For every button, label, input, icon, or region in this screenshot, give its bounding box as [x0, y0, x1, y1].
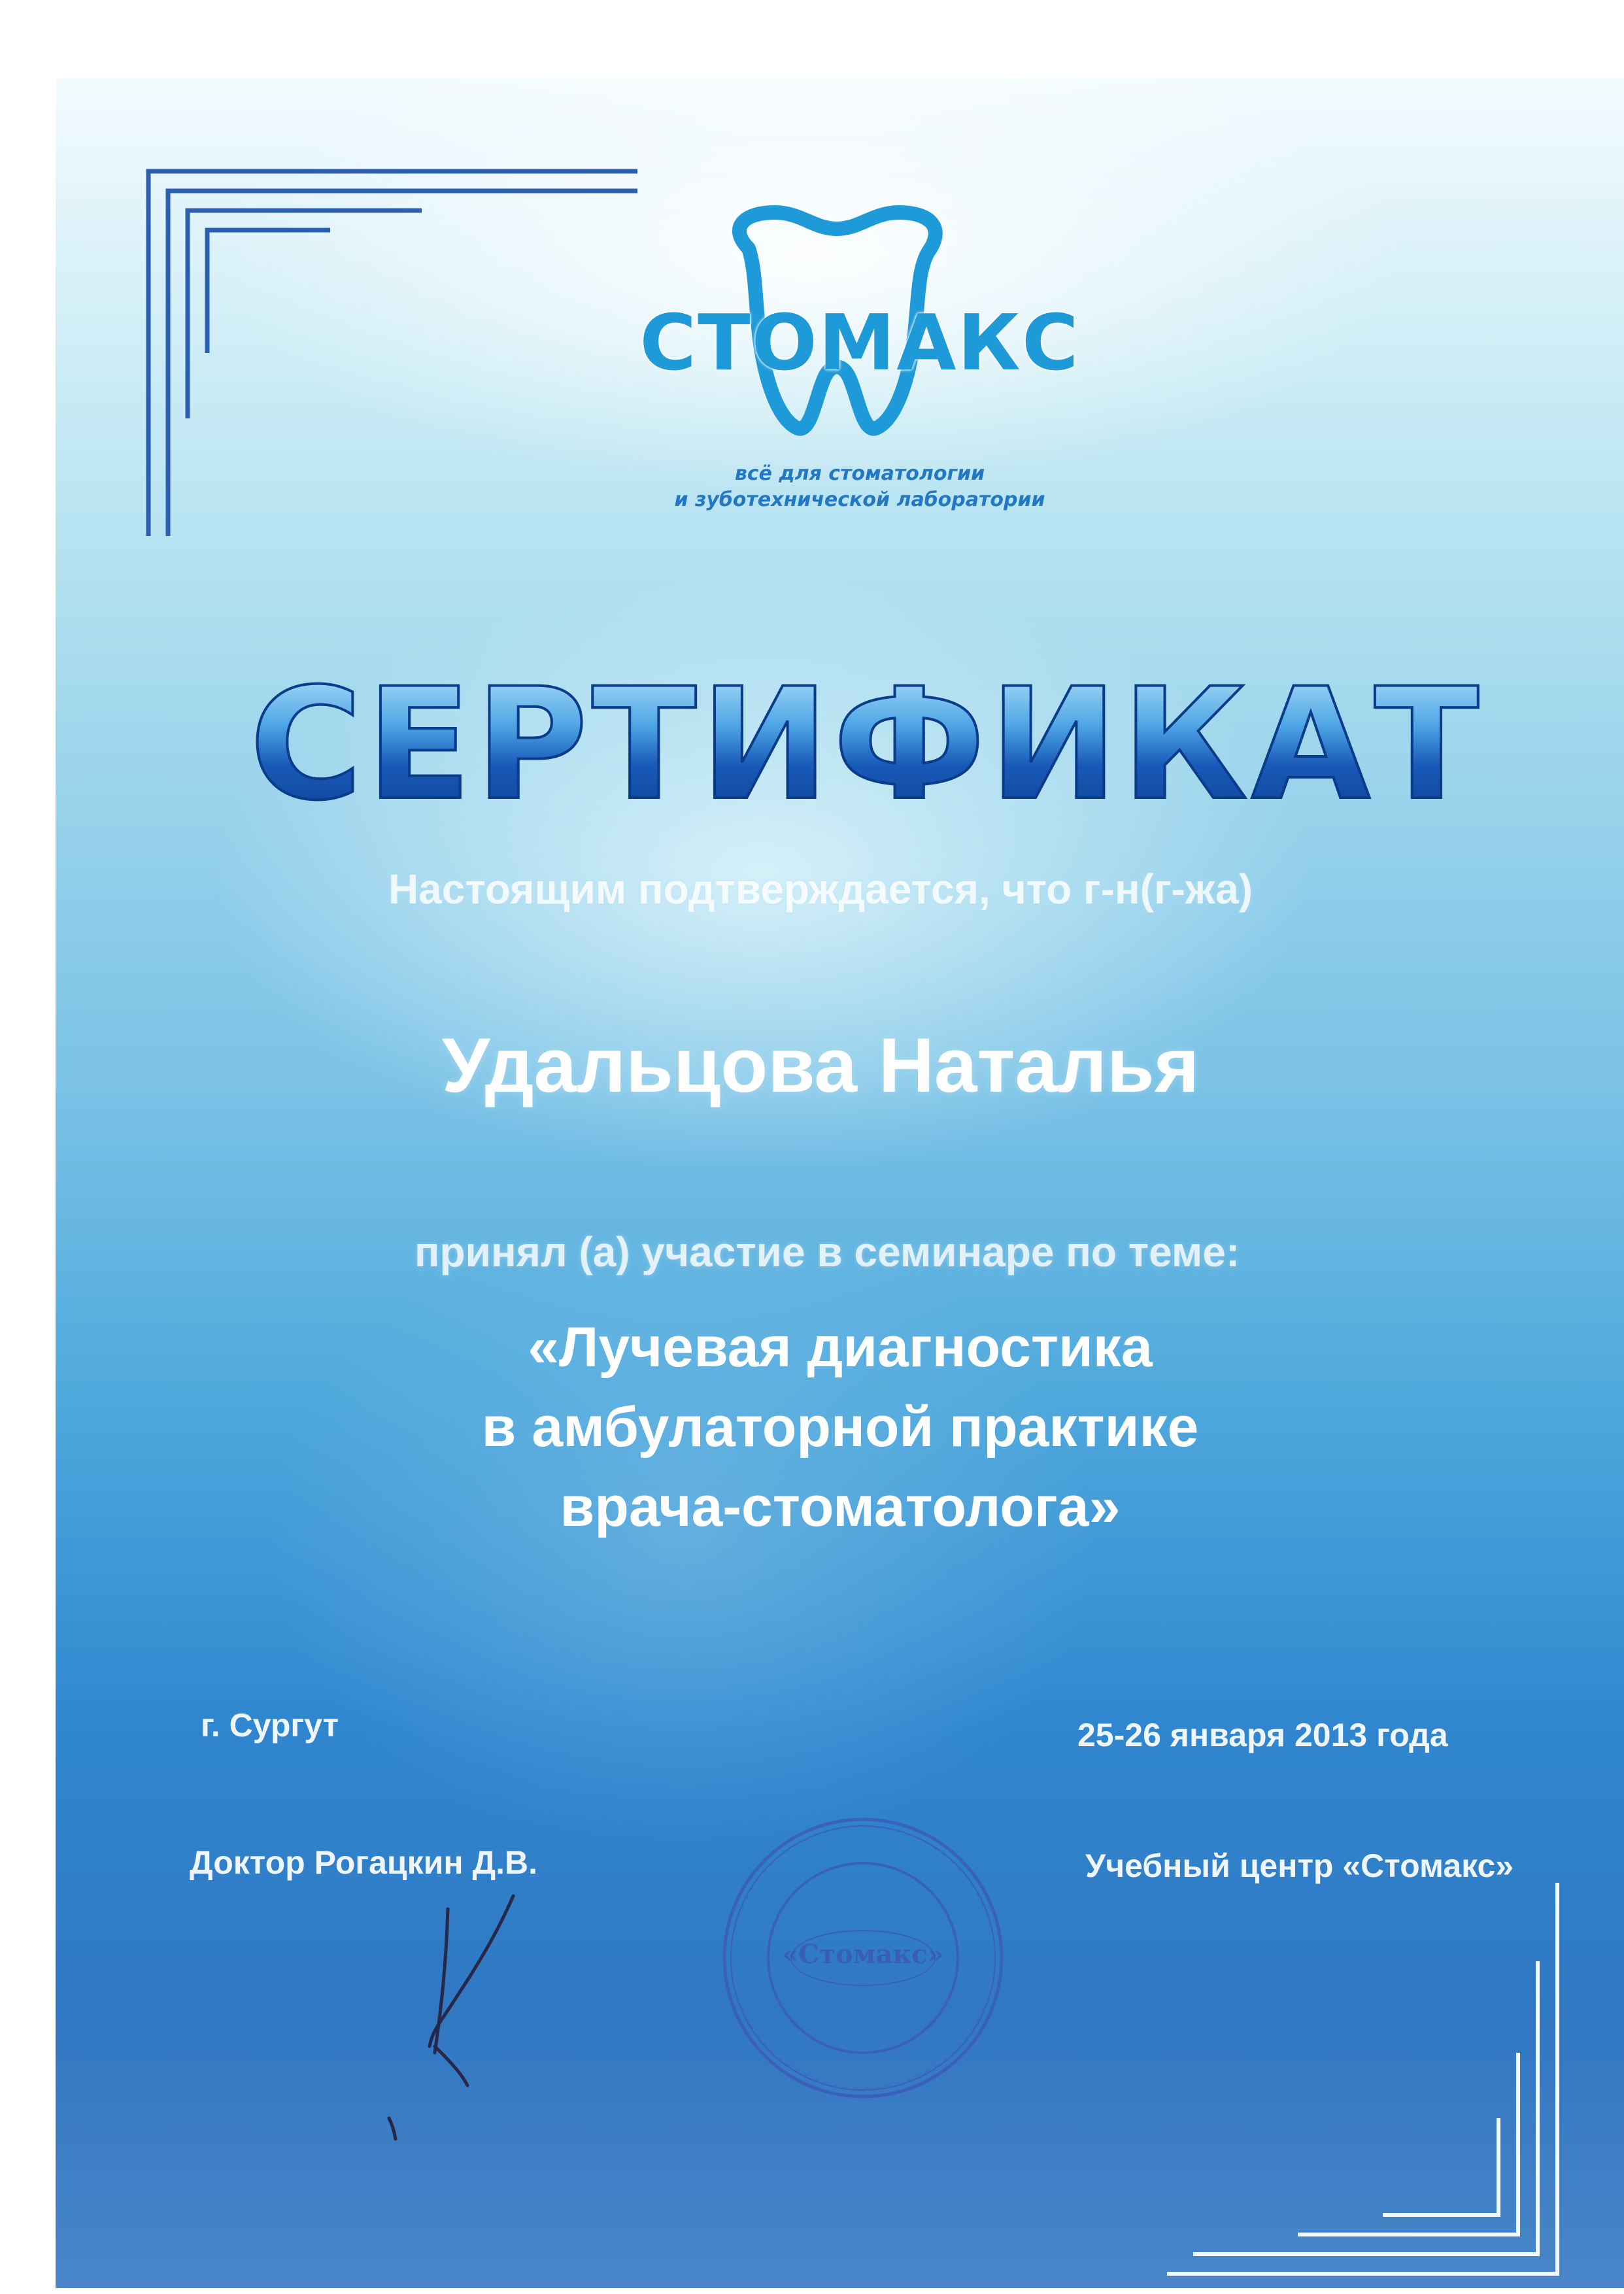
- topic-line-2: в амбулаторной практике: [481, 1396, 1199, 1459]
- recipient-name: Удальцова Наталья: [441, 1022, 1200, 1109]
- topic-line-3: врача-стоматолога»: [560, 1476, 1121, 1538]
- certificate-title: СЕРТИФИКАТ: [82, 660, 1624, 830]
- stamp-center-text: «Стомакс»: [782, 1939, 944, 1970]
- signature: [369, 1883, 566, 2144]
- seminar-topic: [56, 1307, 1624, 1547]
- signer-text: Доктор Рогацкин Д.В.: [190, 1844, 537, 1881]
- certificate-sheet: [56, 78, 1624, 2288]
- intro-text: Настоящим подтверждается, что г-н(г-жа): [388, 866, 1253, 913]
- corner-ornament-top-left: [56, 78, 644, 549]
- logo-tagline-line2: и зуботехнической лаборатории: [674, 488, 1045, 511]
- participation-text: принял (а) участие в семинаре по теме:: [414, 1228, 1240, 1275]
- company-stamp: [716, 1811, 1010, 2105]
- city-text: г. Сургут: [201, 1707, 339, 1744]
- logo-brand-text: СТОМАКС: [639, 297, 1080, 388]
- logo: [592, 203, 1128, 516]
- date-text: 25-26 января 2013 года: [1077, 1717, 1448, 1753]
- topic-line-1: «Лучевая диагностика: [528, 1316, 1153, 1379]
- logo-tagline-line1: всё для стоматологии: [734, 462, 985, 485]
- corner-ornament-bottom-right: [1167, 1883, 1624, 2288]
- issuer-text: Учебный центр «Стомакс»: [1085, 1847, 1514, 1884]
